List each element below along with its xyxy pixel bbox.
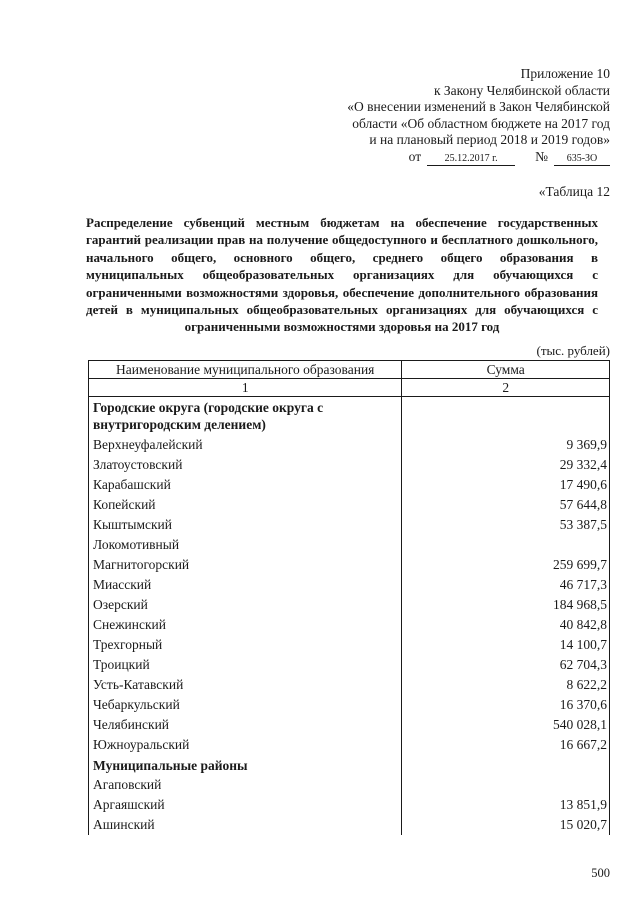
law-date-number: [347, 149, 610, 166]
municipality-name: Снежинский: [89, 615, 402, 635]
subsidy-amount: 57 644,8: [402, 495, 610, 515]
table-row: [89, 495, 610, 515]
table-row: [89, 635, 610, 655]
subsidy-amount: [402, 775, 610, 795]
document-title: Распределение субвенций местным бюджетам на обеспечение государственных гарантий реализации прав на получение общедоступного и бесплатного дошкольного, начального общего, основного общего, среднего общего образования в муниципальных общеобразовательных организациях для обучающихся с ограниченными возможностями здоровья, обеспечение дополнительного образования детей в муниципальных общеобразовательных организациях для обучающихся с ограниченными возможностями здоровья на 2017 год: [86, 215, 598, 335]
municipality-name: Трехгорный: [89, 635, 402, 655]
law-date: 25.12.2017 г.: [427, 153, 515, 166]
subsidy-amount: 17 490,6: [402, 475, 610, 495]
table-row: [89, 435, 610, 455]
municipality-name: Агаповский: [89, 775, 402, 795]
subsidy-amount: 16 667,2: [402, 735, 610, 755]
table-row: [89, 475, 610, 495]
header-line: области «Об областном бюджете на 2017 год: [352, 115, 610, 131]
municipality-name: Троицкий: [89, 655, 402, 675]
table-row: [89, 735, 610, 755]
date-prefix: от: [408, 148, 422, 164]
subsidy-amount: 62 704,3: [402, 655, 610, 675]
header-line: и на плановый период 2018 и 2019 годов»: [369, 132, 610, 147]
municipality-name: Чебаркульский: [89, 695, 402, 715]
subsidy-amount: 15 020,7: [402, 815, 610, 835]
table-row: [89, 775, 610, 795]
table-row: [89, 575, 610, 595]
table-row: [89, 655, 610, 675]
municipality-name: Копейский: [89, 495, 402, 515]
municipality-name: Озерский: [89, 595, 402, 615]
table-section-row: [89, 755, 610, 775]
page-number: 500: [591, 866, 610, 880]
municipality-name: Миасский: [89, 575, 402, 595]
table-row: [89, 595, 610, 615]
subsidy-amount: 16 370,6: [402, 695, 610, 715]
subsidy-amount: [402, 755, 610, 775]
table-row: [89, 455, 610, 475]
subsidy-amount: [402, 397, 610, 436]
subsidy-amount: 13 851,9: [402, 795, 610, 815]
subsidy-amount: 29 332,4: [402, 455, 610, 475]
municipality-name: Локомотивный: [89, 535, 402, 555]
table-row: [89, 615, 610, 635]
table-row: [89, 555, 610, 575]
subsidy-amount: 540 028,1: [402, 715, 610, 735]
law-number: 635-ЗО: [554, 153, 610, 166]
column-header-sum: Сумма: [402, 361, 610, 379]
subsidy-amount: 46 717,3: [402, 575, 610, 595]
header-line: Приложение 10: [520, 66, 610, 81]
municipality-name: Златоустовский: [89, 455, 402, 475]
municipality-name: Муниципальные районы: [89, 755, 402, 775]
units-label: (тыс. рублей): [536, 343, 610, 358]
table-row: [89, 795, 610, 815]
subsidy-amount: 53 387,5: [402, 515, 610, 535]
municipality-name: Ашинский: [89, 815, 402, 835]
header-line: к Закону Челябинской области: [433, 82, 610, 98]
column-header-name: Наименование муниципального образования: [89, 361, 402, 379]
table-header-row: [89, 361, 610, 379]
table-row: [89, 695, 610, 715]
document-header: [347, 66, 610, 166]
subsidy-amount: 184 968,5: [402, 595, 610, 615]
municipality-name: Аргаяшский: [89, 795, 402, 815]
table-label: «Таблица 12: [538, 184, 610, 199]
subsidy-amount: 259 699,7: [402, 555, 610, 575]
table-row: [89, 715, 610, 735]
column-number: 1: [89, 379, 402, 397]
table-row: [89, 675, 610, 695]
subsidy-amount: 14 100,7: [402, 635, 610, 655]
table-row: [89, 535, 610, 555]
subsidy-amount: 40 842,8: [402, 615, 610, 635]
subsidy-amount: [402, 535, 610, 555]
municipality-name: Карабашский: [89, 475, 402, 495]
column-number-row: [89, 379, 610, 397]
municipality-name: Кыштымский: [89, 515, 402, 535]
municipality-name: Усть-Катавский: [89, 675, 402, 695]
table-row: [89, 515, 610, 535]
municipality-name: Городские округа (городские округа с внутригородским делением): [89, 397, 402, 436]
municipality-name: Верхнеуфалейский: [89, 435, 402, 455]
number-prefix: №: [535, 148, 548, 164]
table-body: [89, 397, 610, 836]
subsidy-amount: 8 622,2: [402, 675, 610, 695]
table-section-row: [89, 397, 610, 436]
municipality-name: Челябинский: [89, 715, 402, 735]
header-line: «О внесении изменений в Закон Челябинской: [347, 99, 610, 114]
table-row: [89, 815, 610, 835]
subsidy-amount: 9 369,9: [402, 435, 610, 455]
municipality-name: Южноуральский: [89, 735, 402, 755]
municipality-name: Магнитогорский: [89, 555, 402, 575]
subsidy-table: [88, 360, 610, 835]
column-number: 2: [402, 379, 610, 397]
